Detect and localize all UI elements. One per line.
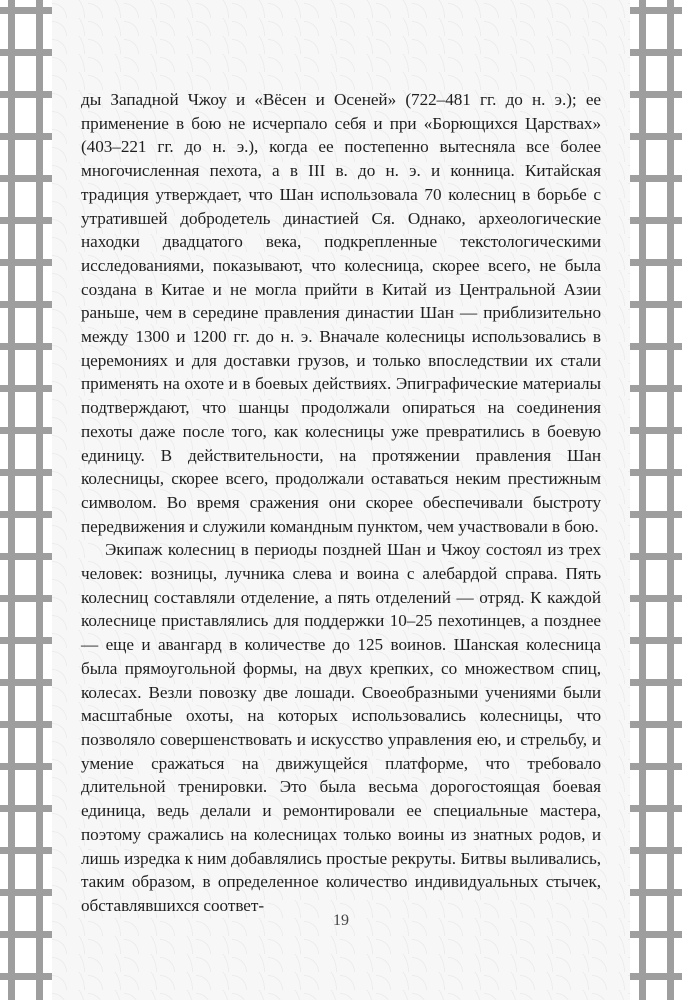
body-text [81,88,601,918]
paragraph-2: Экипаж колесниц в периоды поздней Шан и Чжоу состоял из трех человек: возницы, лучника слева и воина с алебардой справа. Пять колесниц составляли отделение, а пять отделений — отряд. К каждой колеснице приставлялись для поддержки 10–25 пехотинцев, а позднее — еще и авангард в количестве до 125 воинов. Шанская колесница была прямоугольной формы, на двух крепких, со множеством спиц, колесах. Везли повозку две лошади. Своеобразными учениями были масштабные охоты, на которых использовались колесницы, что позволяло совершенствовать и искусство управления ею, и стрельбу, и умение сражаться на движущейся платформе, что требовало длительной тренировки. Это была весьма дорогостоящая боевая единица, ведь делали и ремонтировали ее специальные мастера, поэтому сражались на колесницах только воины из знатных родов, и лишь изредка к ним добавлялись простые рекруты. Битвы выливались, таким образом, в определенное количество индивидуальных стычек, обставлявшихся соответ- [81,540,601,915]
paragraph-1: ды Западной Чжоу и «Вёсен и Осеней» (722–481 гг. до н. э.); ее применение в бою не исчерпало себя и при «Борющихся Царствах» (403–221 гг. до н. э.), когда ее постепенно вытесняла все более многочисленная пехота, а в III в. до н. э. и конница. Китайская традиция утверждает, что Шан использовала 70 колесниц в борьбе с утратившей добродетель династией Ся. Однако, археологические находки двадцатого века, подкрепленные текстологическими исследованиями, показывают, что колесница, скорее всего, не была создана в Китае и не могла прийти в Китай из Центральной Азии раньше, чем в середине правления династии Шан — приблизительно между 1300 и 1200 гг. до н. э. Вначале колесницы использовались в церемониях и для доставки грузов, и только впоследствии их стали применять на охоте и в боевых действиях. Эпиграфические материалы подтверждают, что шанцы продолжали опираться на соединения пехоты даже после того, как колесницы уже превратились в боевую единицу. В действительности, на протяжении правления Шан колесницы, скорее всего, продолжали оставаться неким престижным символом. Во время сражения они скорее обеспечивали быстроту передвижения и служили командным пунктом, чем участвовали в бою. [81,90,601,536]
left-ornamental-border [0,0,52,1000]
page-number: 19 [333,912,349,929]
right-ornamental-border [630,0,682,1000]
